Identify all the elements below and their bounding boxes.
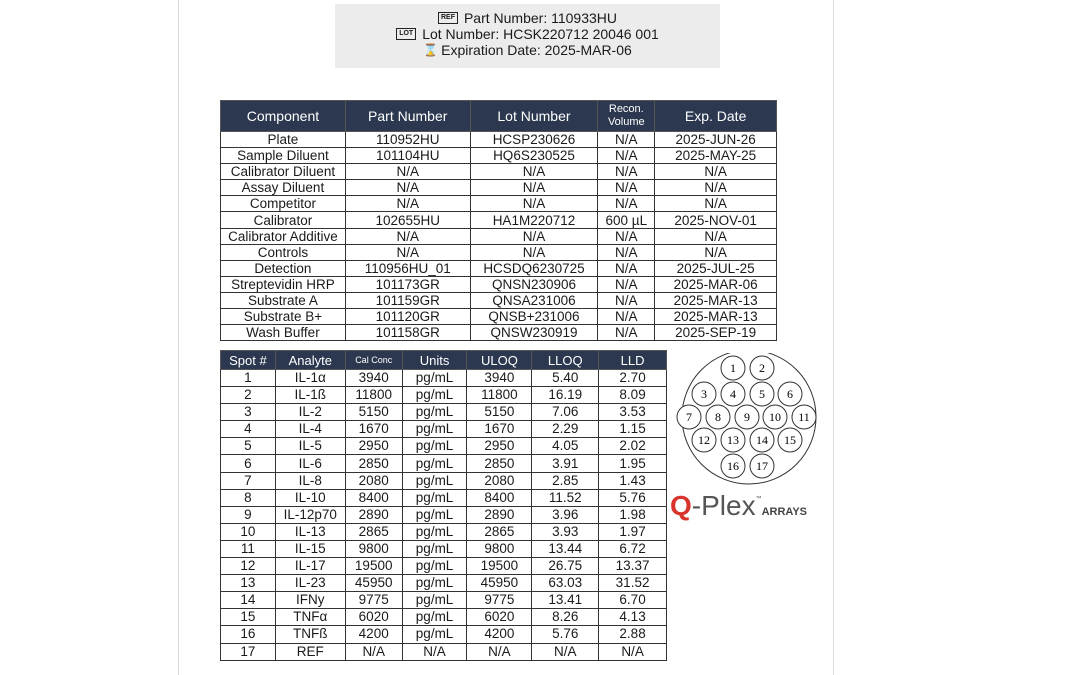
component-lot-number: HCSP230626 <box>470 132 598 148</box>
analyte-units: pg/mL <box>402 387 467 404</box>
spot-map-diagram <box>676 353 826 488</box>
component-name: Sample Diluent <box>221 148 346 164</box>
spot-label: 11 <box>798 410 810 424</box>
component-recon-volume: N/A <box>598 325 655 341</box>
analyte-uloq: 2850 <box>467 455 532 472</box>
analyte-name: IFNy <box>275 592 345 609</box>
analyte-uloq: 9775 <box>467 592 532 609</box>
analyte-lloq: N/A <box>532 643 599 660</box>
analyte-spot: 8 <box>221 489 276 506</box>
expiration-date: Expiration Date: 2025-MAR-06 <box>441 42 632 58</box>
spot-label: 4 <box>730 387 736 401</box>
spot-label: 7 <box>686 410 692 424</box>
analyte-units: pg/mL <box>402 472 467 489</box>
ref-symbol: REF <box>438 12 458 24</box>
analyte-units: pg/mL <box>402 438 467 455</box>
component-row <box>221 260 777 276</box>
analyte-uloq: 2080 <box>467 472 532 489</box>
analyte-spot: 1 <box>221 370 276 387</box>
spot-label: 9 <box>744 410 750 424</box>
analyte-row <box>221 643 667 660</box>
component-name: Controls <box>221 244 346 260</box>
analyte-units: pg/mL <box>402 489 467 506</box>
analyte-lld: 6.70 <box>599 592 667 609</box>
analyte-name: IL-4 <box>275 421 345 438</box>
analyte-units: pg/mL <box>402 609 467 626</box>
analyte-row <box>221 489 667 506</box>
component-recon-volume: N/A <box>598 228 655 244</box>
component-recon-volume: N/A <box>598 292 655 308</box>
lot-number-line <box>335 26 720 42</box>
component-part-number: 101158GR <box>345 325 470 341</box>
analyte-name: IL-1α <box>275 370 345 387</box>
expiration-line <box>335 42 720 58</box>
analyte-cal-conc: 45950 <box>345 575 402 592</box>
component-row <box>221 309 777 325</box>
component-part-number: 102655HU <box>345 212 470 228</box>
component-recon-volume: N/A <box>598 180 655 196</box>
analyte-lloq: 13.41 <box>532 592 599 609</box>
analyte-lld: 5.76 <box>599 489 667 506</box>
component-part-number: N/A <box>345 244 470 260</box>
analyte-uloq: 2865 <box>467 523 532 540</box>
analyte-units: pg/mL <box>402 592 467 609</box>
component-part-number: 110952HU <box>345 132 470 148</box>
kit-info-header <box>335 4 720 68</box>
component-exp-date: N/A <box>655 196 777 212</box>
component-part-number: 101104HU <box>345 148 470 164</box>
component-exp-date: 2025-MAR-13 <box>655 292 777 308</box>
col-lot-number: Lot Number <box>470 101 598 132</box>
analyte-cal-conc: 2865 <box>345 523 402 540</box>
component-lot-number: QNSB+231006 <box>470 309 598 325</box>
component-row <box>221 244 777 260</box>
analyte-uloq: 3940 <box>467 370 532 387</box>
analyte-row <box>221 575 667 592</box>
analyte-spot: 15 <box>221 609 276 626</box>
analyte-cal-conc: 9775 <box>345 592 402 609</box>
analyte-row <box>221 540 667 557</box>
col-spot: Spot # <box>221 351 276 370</box>
analyte-name: IL-13 <box>275 523 345 540</box>
analyte-lld: N/A <box>599 643 667 660</box>
analyte-units: pg/mL <box>402 575 467 592</box>
analyte-row <box>221 592 667 609</box>
component-part-number: N/A <box>345 228 470 244</box>
component-recon-volume: N/A <box>598 276 655 292</box>
analyte-uloq: 8400 <box>467 489 532 506</box>
spot-label: 1 <box>730 361 736 375</box>
analyte-cal-conc: 2080 <box>345 472 402 489</box>
analyte-spot: 7 <box>221 472 276 489</box>
col-lloq: LLOQ <box>532 351 599 370</box>
analyte-row <box>221 558 667 575</box>
analyte-lld: 1.98 <box>599 506 667 523</box>
analyte-cal-conc: 2890 <box>345 506 402 523</box>
analyte-row <box>221 438 667 455</box>
spot-label: 17 <box>756 459 768 473</box>
analyte-spot: 9 <box>221 506 276 523</box>
component-exp-date: 2025-JUL-25 <box>655 260 777 276</box>
analyte-spot: 17 <box>221 643 276 660</box>
analyte-units: pg/mL <box>402 370 467 387</box>
component-part-number: 101173GR <box>345 276 470 292</box>
component-lot-number: N/A <box>470 228 598 244</box>
analyte-name: IL-12p70 <box>275 506 345 523</box>
analyte-lloq: 3.91 <box>532 455 599 472</box>
component-part-number: 110956HU_01 <box>345 260 470 276</box>
analyte-lld: 2.88 <box>599 626 667 643</box>
analyte-spot: 6 <box>221 455 276 472</box>
analyte-spot: 16 <box>221 626 276 643</box>
analyte-spot: 5 <box>221 438 276 455</box>
analyte-units: pg/mL <box>402 404 467 421</box>
component-exp-date: N/A <box>655 180 777 196</box>
analyte-uloq: 5150 <box>467 404 532 421</box>
component-recon-volume: N/A <box>598 132 655 148</box>
analyte-units: pg/mL <box>402 421 467 438</box>
analyte-name: IL-17 <box>275 558 345 575</box>
component-name: Assay Diluent <box>221 180 346 196</box>
component-name: Detection <box>221 260 346 276</box>
analyte-cal-conc: 4200 <box>345 626 402 643</box>
analyte-lloq: 3.93 <box>532 523 599 540</box>
component-row <box>221 292 777 308</box>
analyte-uloq: 11800 <box>467 387 532 404</box>
component-part-number: N/A <box>345 180 470 196</box>
component-lot-number: N/A <box>470 196 598 212</box>
analyte-lloq: 5.76 <box>532 626 599 643</box>
analyte-cal-conc: 9800 <box>345 540 402 557</box>
analyte-uloq: 9800 <box>467 540 532 557</box>
component-exp-date: 2025-SEP-19 <box>655 325 777 341</box>
spot-label: 2 <box>759 361 765 375</box>
analyte-row <box>221 455 667 472</box>
component-row <box>221 325 777 341</box>
analyte-lld: 3.53 <box>599 404 667 421</box>
analyte-name: IL-2 <box>275 404 345 421</box>
component-row <box>221 132 777 148</box>
component-name: Calibrator Diluent <box>221 164 346 180</box>
component-name: Competitor <box>221 196 346 212</box>
analyte-lld: 2.70 <box>599 370 667 387</box>
component-exp-date: N/A <box>655 228 777 244</box>
component-recon-volume: N/A <box>598 164 655 180</box>
component-row <box>221 212 777 228</box>
component-exp-date: 2025-JUN-26 <box>655 132 777 148</box>
analyte-uloq: 45950 <box>467 575 532 592</box>
analyte-lloq: 11.52 <box>532 489 599 506</box>
analyte-cal-conc: 11800 <box>345 387 402 404</box>
analyte-uloq: 2950 <box>467 438 532 455</box>
analyte-lld: 6.72 <box>599 540 667 557</box>
analyte-name: IL-10 <box>275 489 345 506</box>
analyte-lld: 1.15 <box>599 421 667 438</box>
analyte-cal-conc: 2950 <box>345 438 402 455</box>
analyte-cal-conc: 2850 <box>345 455 402 472</box>
analyte-lloq: 5.40 <box>532 370 599 387</box>
analyte-lloq: 13.44 <box>532 540 599 557</box>
col-lld: LLD <box>599 351 667 370</box>
analyte-spot: 13 <box>221 575 276 592</box>
component-lot-number: N/A <box>470 180 598 196</box>
component-name: Plate <box>221 132 346 148</box>
analyte-lld: 2.02 <box>599 438 667 455</box>
lot-number: Lot Number: HCSK220712 20046 001 <box>422 26 659 42</box>
page-edge-left <box>178 0 179 675</box>
analyte-row <box>221 626 667 643</box>
analyte-lloq: 26.75 <box>532 558 599 575</box>
analyte-lloq: 7.06 <box>532 404 599 421</box>
spot-label: 10 <box>769 410 781 424</box>
component-lot-number: QNSN230906 <box>470 276 598 292</box>
component-name: Substrate B+ <box>221 309 346 325</box>
component-exp-date: N/A <box>655 164 777 180</box>
components-header-row <box>221 101 777 132</box>
analyte-lld: 31.52 <box>599 575 667 592</box>
spot-label: 15 <box>784 433 796 447</box>
analyte-lloq: 16.19 <box>532 387 599 404</box>
analyte-units: pg/mL <box>402 558 467 575</box>
analyte-name: IL-8 <box>275 472 345 489</box>
analytes-table <box>220 350 667 661</box>
analyte-name: IL-1ß <box>275 387 345 404</box>
spot-label: 8 <box>715 410 721 424</box>
analyte-row <box>221 404 667 421</box>
analyte-uloq: 1670 <box>467 421 532 438</box>
analyte-lloq: 2.29 <box>532 421 599 438</box>
logo-plex: -Plex <box>691 490 756 521</box>
analyte-units: N/A <box>402 643 467 660</box>
component-row <box>221 164 777 180</box>
component-exp-date: 2025-MAR-13 <box>655 309 777 325</box>
analyte-lloq: 8.26 <box>532 609 599 626</box>
component-part-number: N/A <box>345 196 470 212</box>
spot-label: 14 <box>756 433 768 447</box>
qplex-logo <box>670 490 830 526</box>
component-recon-volume: N/A <box>598 244 655 260</box>
analyte-lloq: 4.05 <box>532 438 599 455</box>
component-lot-number: QNSA231006 <box>470 292 598 308</box>
analyte-row <box>221 609 667 626</box>
analyte-units: pg/mL <box>402 540 467 557</box>
analyte-spot: 3 <box>221 404 276 421</box>
col-analyte: Analyte <box>275 351 345 370</box>
component-lot-number: QNSW230919 <box>470 325 598 341</box>
analyte-lld: 1.95 <box>599 455 667 472</box>
component-row <box>221 228 777 244</box>
component-lot-number: HA1M220712 <box>470 212 598 228</box>
analyte-spot: 10 <box>221 523 276 540</box>
analyte-spot: 12 <box>221 558 276 575</box>
analyte-cal-conc: 8400 <box>345 489 402 506</box>
analyte-uloq: N/A <box>467 643 532 660</box>
component-row <box>221 196 777 212</box>
analyte-lld: 4.13 <box>599 609 667 626</box>
component-lot-number: HCSDQ6230725 <box>470 260 598 276</box>
component-name: Calibrator Additive <box>221 228 346 244</box>
hourglass-icon: ⌛ <box>423 43 439 57</box>
component-exp-date: 2025-MAR-06 <box>655 276 777 292</box>
component-name: Wash Buffer <box>221 325 346 341</box>
analyte-row <box>221 370 667 387</box>
component-name: Calibrator <box>221 212 346 228</box>
analyte-units: pg/mL <box>402 626 467 643</box>
analyte-spot: 4 <box>221 421 276 438</box>
analyte-uloq: 6020 <box>467 609 532 626</box>
component-recon-volume: N/A <box>598 196 655 212</box>
analyte-name: IL-5 <box>275 438 345 455</box>
analyte-lld: 1.43 <box>599 472 667 489</box>
analyte-lld: 13.37 <box>599 558 667 575</box>
analyte-cal-conc: 1670 <box>345 421 402 438</box>
analytes-header-row <box>221 351 667 370</box>
component-lot-number: N/A <box>470 244 598 260</box>
analyte-name: TNFß <box>275 626 345 643</box>
analyte-uloq: 4200 <box>467 626 532 643</box>
spot-label: 5 <box>759 387 765 401</box>
analyte-lloq: 3.96 <box>532 506 599 523</box>
analyte-cal-conc: 19500 <box>345 558 402 575</box>
col-units: Units <box>402 351 467 370</box>
spot-label: 12 <box>698 433 710 447</box>
component-row <box>221 276 777 292</box>
logo-q: Q <box>670 490 692 521</box>
component-exp-date: 2025-NOV-01 <box>655 212 777 228</box>
component-exp-date: 2025-MAY-25 <box>655 148 777 164</box>
component-name: Substrate A <box>221 292 346 308</box>
spot-label: 6 <box>787 387 793 401</box>
component-part-number: N/A <box>345 164 470 180</box>
component-part-number: 101120GR <box>345 309 470 325</box>
spot-label: 16 <box>727 459 739 473</box>
analyte-row <box>221 387 667 404</box>
component-recon-volume: N/A <box>598 260 655 276</box>
component-recon-volume: N/A <box>598 148 655 164</box>
analyte-cal-conc: 5150 <box>345 404 402 421</box>
analyte-units: pg/mL <box>402 523 467 540</box>
component-part-number: 101159GR <box>345 292 470 308</box>
analyte-row <box>221 506 667 523</box>
lot-symbol: LOT <box>396 28 416 40</box>
col-part-number: Part Number <box>345 101 470 132</box>
analyte-spot: 2 <box>221 387 276 404</box>
component-recon-volume: 600 µL <box>598 212 655 228</box>
analyte-name: IL-15 <box>275 540 345 557</box>
analyte-uloq: 2890 <box>467 506 532 523</box>
component-name: Streptevidin HRP <box>221 276 346 292</box>
component-lot-number: N/A <box>470 164 598 180</box>
analyte-cal-conc: 6020 <box>345 609 402 626</box>
analyte-row <box>221 523 667 540</box>
analyte-cal-conc: 3940 <box>345 370 402 387</box>
spot-label: 3 <box>701 387 707 401</box>
logo-tm: ™ <box>755 496 762 502</box>
analyte-row <box>221 472 667 489</box>
analyte-lld: 1.97 <box>599 523 667 540</box>
analyte-cal-conc: N/A <box>345 643 402 660</box>
component-exp-date: N/A <box>655 244 777 260</box>
component-row <box>221 180 777 196</box>
components-table <box>220 100 777 341</box>
analyte-name: IL-23 <box>275 575 345 592</box>
col-component: Component <box>221 101 346 132</box>
col-cal-conc: Cal Conc <box>345 351 402 370</box>
component-lot-number: HQ6S230525 <box>470 148 598 164</box>
analyte-lld: 8.09 <box>599 387 667 404</box>
analyte-name: TNFα <box>275 609 345 626</box>
spot-label: 13 <box>727 433 739 447</box>
analyte-spot: 14 <box>221 592 276 609</box>
analyte-spot: 11 <box>221 540 276 557</box>
component-row <box>221 148 777 164</box>
page-edge-right <box>833 0 834 675</box>
analyte-uloq: 19500 <box>467 558 532 575</box>
analyte-row <box>221 421 667 438</box>
col-exp-date: Exp. Date <box>655 101 777 132</box>
logo-arrays: ARRAYS <box>761 506 808 518</box>
analyte-units: pg/mL <box>402 455 467 472</box>
col-recon-volume: Recon. Volume <box>598 101 655 132</box>
analyte-units: pg/mL <box>402 506 467 523</box>
analyte-lloq: 63.03 <box>532 575 599 592</box>
analyte-lloq: 2.85 <box>532 472 599 489</box>
part-number: Part Number: 110933HU <box>463 10 618 26</box>
component-recon-volume: N/A <box>598 309 655 325</box>
col-uloq: ULOQ <box>467 351 532 370</box>
analyte-name: REF <box>275 643 345 660</box>
analyte-name: IL-6 <box>275 455 345 472</box>
part-number-line <box>335 10 720 26</box>
